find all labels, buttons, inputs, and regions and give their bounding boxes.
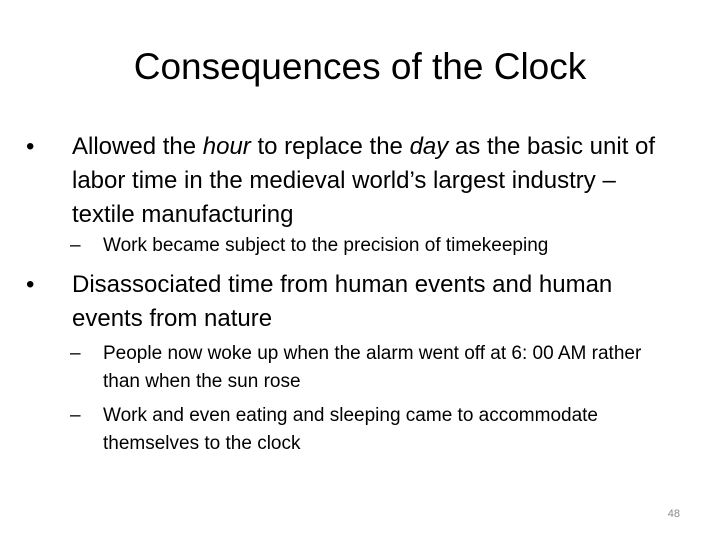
sub-bullet-marker: –: [70, 405, 81, 426]
bullet-1-text-a: Allowed the: [72, 133, 203, 160]
bullet-1-emphasis-day: day: [409, 133, 449, 160]
slide-title: Consequences of the Clock: [133, 46, 587, 87]
sub-bullet-2-2-text: Work and even eating and sleeping came to accommodate themselves to the clock: [103, 405, 599, 454]
bullet-1-text-b: to replace the: [250, 133, 410, 160]
bullet-marker: •: [26, 271, 35, 298]
slide-page-number: 48: [667, 508, 680, 520]
bullet-1-text-c: as the basic unit of labor time in the medieval world’s largest industry – textile manufacturing: [72, 133, 656, 228]
sub-bullet-marker: –: [70, 235, 81, 256]
bullet-2: [26, 268, 672, 336]
sub-bullet-2-1-text: People now woke up when the alarm went off at 6: 00 AM rather than when the sun rose: [103, 343, 642, 392]
sub-bullet-marker: –: [70, 343, 81, 364]
sub-bullet-2-1: [70, 340, 683, 396]
sub-bullet-2-2: [70, 402, 683, 458]
bullet-1-emphasis-hour: hour: [202, 133, 251, 160]
sub-bullet-1-1: [70, 232, 683, 260]
sub-bullet-1-1-text: Work became subject to the precision of timekeeping: [103, 235, 549, 256]
bullet-1: [26, 130, 672, 232]
bullet-marker: •: [26, 133, 35, 160]
bullet-2-text: Disassociated time from human events and human events from nature: [72, 271, 613, 332]
